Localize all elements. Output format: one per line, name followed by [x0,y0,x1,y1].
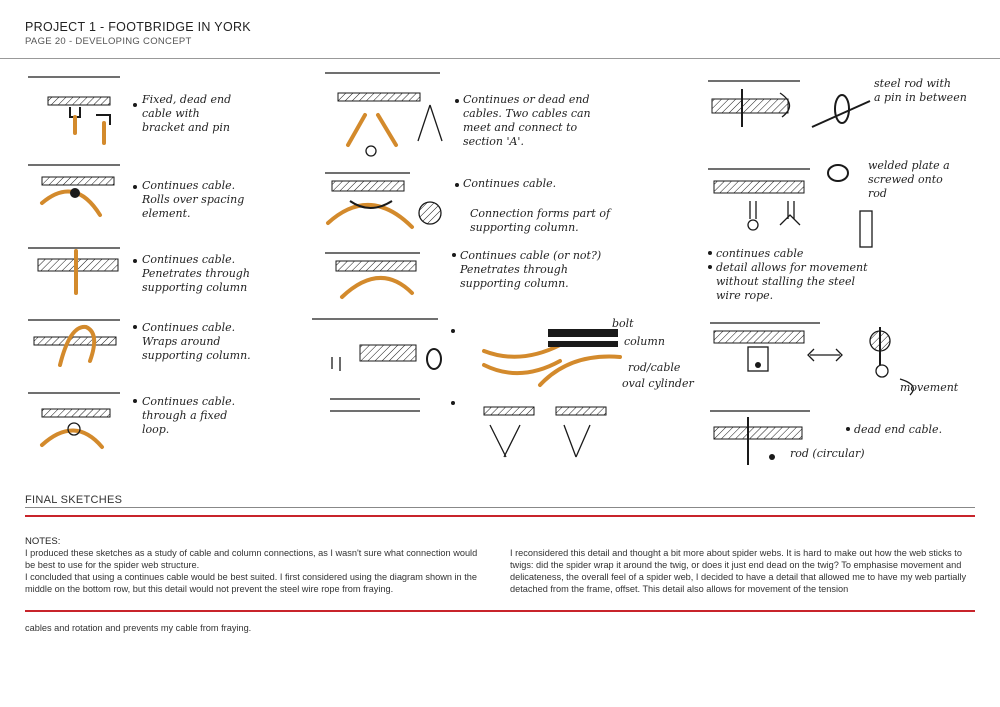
note-2-line-3: element. [142,207,191,220]
note-12-line-3: without stalling the steel [716,275,855,288]
label-rod-cable: rod/cable [628,361,681,374]
note-8-line-1: Connection forms part of [470,207,611,220]
note-4-line-2: Wraps around [142,335,221,348]
notes-column-right [510,547,975,595]
note-5-line-2: through a fixed [142,409,228,422]
note-10-line-1: steel rod with [874,77,951,90]
notes-label: NOTES: [25,536,61,547]
note-2-line-2: Rolls over spacing [142,193,245,206]
note-6-line-3: meet and connect to [463,121,578,134]
label-rod-circular: rod (circular) [790,447,865,460]
note-12-line-4: wire rope. [716,289,774,302]
label-bolt: bolt [612,317,634,330]
note-9-line-3: supporting column. [460,277,569,290]
sketch-fixed-loop [28,393,235,447]
note-12-line-1: continues cable [716,247,804,260]
note-6-line-2: cables. Two cables can [463,107,591,120]
sketch-two-cables-meet [325,73,591,156]
note-10-line-2: a pin in between [874,91,967,104]
notes-paragraph: I reconsidered this detail and thought a bit more about spider webs. It is hard to make out how the web sticks to twigs: did the spider wrap it around the twig, or does it just end dead on the twig? To emphasise movement and delicateness, the overall feel of a spider web, I decided to have a detail that allowed me to have my web partially detached from the frame, offset. This detail also allows for movement of the tension [510,548,967,594]
sketch-rolls-over [28,165,244,220]
note-4-line-3: supporting column. [142,349,251,362]
notes-divider-red [25,610,975,612]
note-11-line-3: rod [868,187,887,200]
sketch-penetrates [28,248,250,294]
note-7-line-1: Continues cable. [463,177,557,190]
notes-paragraph: I produced these sketches as a study of cable and column connections, as I wasn't sure what connection would be best to use for the spider web structure. [25,548,478,570]
note-9-line-2: Penetrates through [460,263,568,276]
sketch-bolt-column [484,317,694,457]
note-9-line-1: Continues cable (or not?) [460,249,602,262]
label-movement: movement [900,381,959,394]
sketch-column-connection [325,173,612,234]
note-12-line-2: detail allows for movement [716,261,868,274]
note-2-line-1: Continues cable. [142,179,236,192]
header-divider [0,58,1000,59]
note-6-line-1: Continues or dead end [463,93,590,106]
note-11-line-1: welded plate a [868,159,950,172]
sketch-movement-note [708,247,868,302]
notes-paragraph: I concluded that using a continues cable would be best suited. I first considered using the diagram shown in the middle on the bottom row, but this detail would not prevent the steel wire rope from fraying. [25,572,477,594]
note-3-line-1: Continues cable. [142,253,236,266]
sketch-penetrates-column [325,249,601,297]
page-subtitle: PAGE 20 - DEVELOPING CONCEPT [25,36,192,47]
note-5-line-3: loop. [142,423,170,436]
sketch-wraps-around [28,320,251,365]
section-divider-red [25,515,975,517]
note-4-line-1: Continues cable. [142,321,236,334]
sketch-fixed-dead-end [28,77,231,143]
note-1-line-1: Fixed, dead end [142,93,232,106]
note-11-line-2: screwed onto [868,173,943,186]
sketch-bottom-middle [312,319,455,411]
label-dead-end-cable: dead end cable. [854,423,943,436]
note-3-line-2: Penetrates through [142,267,250,280]
page-title: PROJECT 1 - FOOTBRIDGE IN YORK [25,20,251,34]
sketch-steel-rod-pin [708,77,967,127]
sketch-movement-detail [710,323,959,395]
notes-continuation: cables and rotation and prevents my cable from fraying. [25,623,252,633]
note-1-line-3: bracket and pin [142,121,230,134]
sketches-area [20,65,980,485]
note-6-line-4: section 'A'. [463,135,524,148]
section-divider-gray [25,507,975,508]
note-5-line-1: Continues cable. [142,395,236,408]
note-1-line-2: cable with [142,107,200,120]
sketch-welded-plate [708,159,950,247]
label-column: column [624,335,665,348]
section-title: FINAL SKETCHES [25,494,123,506]
note-3-line-3: supporting column [142,281,248,294]
label-oval-cylinder: oval cylinder [622,377,694,390]
notes-column-left [25,547,483,595]
note-8-line-2: supporting column. [470,221,579,234]
sketch-dead-end-rod [710,411,942,465]
